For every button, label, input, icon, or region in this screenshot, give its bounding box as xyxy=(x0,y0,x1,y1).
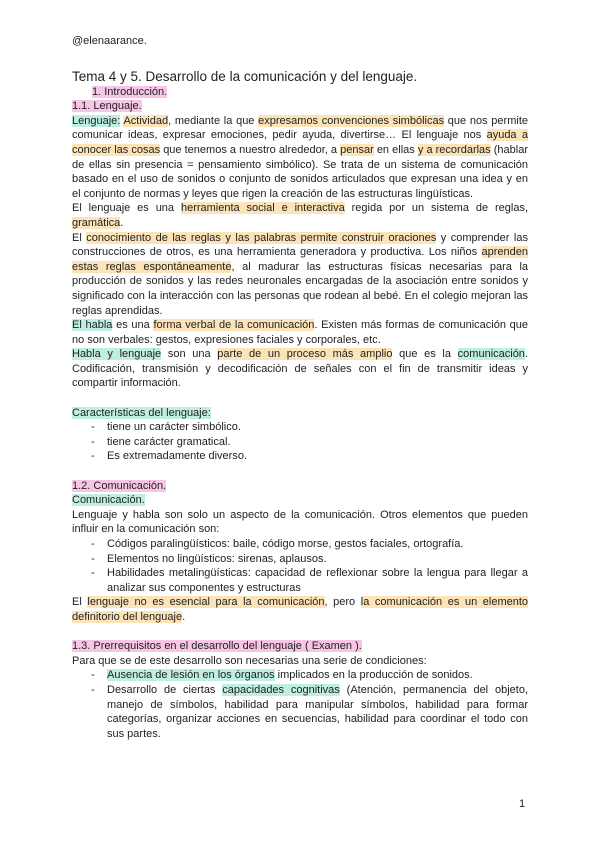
list-item: - Elementos no lingüísticos: sirenas, aplausos. xyxy=(72,552,528,567)
paragraph xyxy=(72,114,528,202)
highlighted-text: forma verbal de la comunicación xyxy=(153,319,315,332)
section-1-3-heading: 1.3. Prerrequisitos en el desarrollo del lenguaje ( Examen ). xyxy=(72,640,362,653)
highlighted-text: ayuda a conocer las cosas xyxy=(72,129,528,156)
text-run: , mediante la que xyxy=(168,114,259,127)
paragraph: Lenguaje y habla son solo un aspecto de la comunicación. Otros elementos que pueden influir en la comunicación son: xyxy=(72,508,528,536)
paragraph xyxy=(72,201,528,230)
list-item: - tiene un carácter simbólico. xyxy=(72,420,528,435)
text-run: , al madurar las estructuras físicas necesarias para la producción de sonidos y las redes neuronales encargadas de la asociación entre sonidos y significado con la interacción con las personas que rodean al bebé. En el colegio mejoran las reglas aprendidas. xyxy=(72,260,529,317)
text-run: y comprender las construcciones de otros, es una herramienta generadora y productiva. Los niños xyxy=(72,231,528,259)
list-item: - Es extremadamente diverso. xyxy=(72,449,528,464)
paragraph xyxy=(72,231,528,319)
paragraph xyxy=(72,347,528,391)
page-number: 1 xyxy=(519,798,526,810)
highlighted-text: la comunicación es un elemento definitorio del lenguaje xyxy=(72,596,529,623)
intro-heading: 1. Introducción. xyxy=(92,85,168,98)
text-run: (Atención, permanencia del objeto, manejo de símbolos, habilidad para manipular símbolos, habilidad para formar categorías, organizar acciones en secuencias, habilidad para coordinar el todo con sus partes. xyxy=(107,683,528,740)
section-1-1-heading: 1.1. Lenguaje. xyxy=(72,100,142,113)
text-run: El xyxy=(72,596,88,609)
communication-subheading: Comunicación. xyxy=(72,494,145,507)
text-run: . xyxy=(182,610,186,623)
highlighted-text: gramática xyxy=(72,216,121,229)
highlighted-text: Ausencia de lesión en los órganos xyxy=(107,669,275,682)
prerequisites-list xyxy=(72,668,528,741)
communication-elements-list xyxy=(72,537,528,595)
text-run: (hablar de ellas sin presencia = pensamiento simbólico). Se trata de un sistema de comunicación basado en el uso de sonidos o conjunto de sonidos articulados que expresan una idea y en el conjunto de normas y leyes que rigen la creación de las estructuras lingüísticas. xyxy=(72,143,528,200)
text-run: El xyxy=(72,231,87,244)
highlighted-text: lenguaje no es esencial para la comunicación xyxy=(87,596,325,609)
highlighted-text: comunicación xyxy=(457,348,525,361)
highlighted-text: parte de un proceso más amplio xyxy=(217,348,393,361)
author-handle: @elenaarance. xyxy=(72,35,147,47)
text-run: , pero xyxy=(324,596,361,609)
highlighted-text: herramienta social e interactiva xyxy=(180,202,345,215)
text-run: . xyxy=(120,216,124,229)
section-1-2-heading: 1.2. Comunicación. xyxy=(72,479,167,492)
text-run: El lenguaje es una xyxy=(72,202,181,215)
highlighted-text: expresamos convenciones simbólicas xyxy=(258,114,445,127)
text-run: en ellas xyxy=(373,143,418,156)
paragraph xyxy=(72,318,528,347)
text-run: que nos permite comunicar ideas, expresar emociones, pedir ayuda, divertirse… El lenguaje nos xyxy=(72,114,528,142)
text-run: . Existen más formas de comunicación que no son verbales: gestos, expresiones faciales y corporales, etc. xyxy=(72,319,528,346)
paragraph: Para que se de este desarrollo son necesarias una serie de condiciones: xyxy=(72,654,427,667)
characteristics-list xyxy=(72,420,528,464)
highlighted-text: capacidades cognitivas xyxy=(222,683,340,696)
document-page xyxy=(72,34,528,741)
text-run: regida por un sistema de reglas, xyxy=(344,202,528,215)
text-run: es una xyxy=(112,319,154,332)
list-item: - Códigos paralingüísticos: baile, código morse, gestos faciales, ortografía. xyxy=(72,537,528,552)
text-run: implicados en la producción de sonidos. xyxy=(274,669,473,682)
text-run: que tenemos a nuestro alrededor, a xyxy=(160,143,341,156)
list-item: - tiene carácter gramatical. xyxy=(72,435,528,450)
text-run: son una xyxy=(161,348,218,361)
text-run: que es la xyxy=(392,348,458,361)
document-title: Tema 4 y 5. Desarrollo de la comunicación y del lenguaje. xyxy=(72,68,418,84)
highlighted-text: El habla xyxy=(72,319,113,332)
list-item: - Habilidades metalingüísticas: capacidad de reflexionar sobre la lengua para llegar a analizar sus componentes y estructuras xyxy=(72,566,528,595)
highlighted-text: y a recordarlas xyxy=(417,143,491,156)
highlighted-text: Habla y lenguaje xyxy=(72,348,162,361)
list-item xyxy=(72,683,528,741)
highlighted-text: Actividad xyxy=(123,114,169,127)
highlighted-text: Lenguaje: xyxy=(72,114,121,127)
highlighted-text: conocimiento de las reglas y las palabras permite construir oraciones xyxy=(86,231,437,244)
list-item xyxy=(72,668,528,683)
paragraph xyxy=(72,595,528,624)
highlighted-text: pensar xyxy=(340,143,374,156)
characteristics-heading: Características del lenguaje: xyxy=(72,406,211,419)
highlighted-text: aprenden estas reglas espontáneamente xyxy=(72,246,528,273)
text-run: Desarrollo de ciertas xyxy=(107,683,223,696)
text-run: . Codificación, transmisión y decodificación de señales con el fin de transmitir ideas y compartir información. xyxy=(72,348,528,390)
